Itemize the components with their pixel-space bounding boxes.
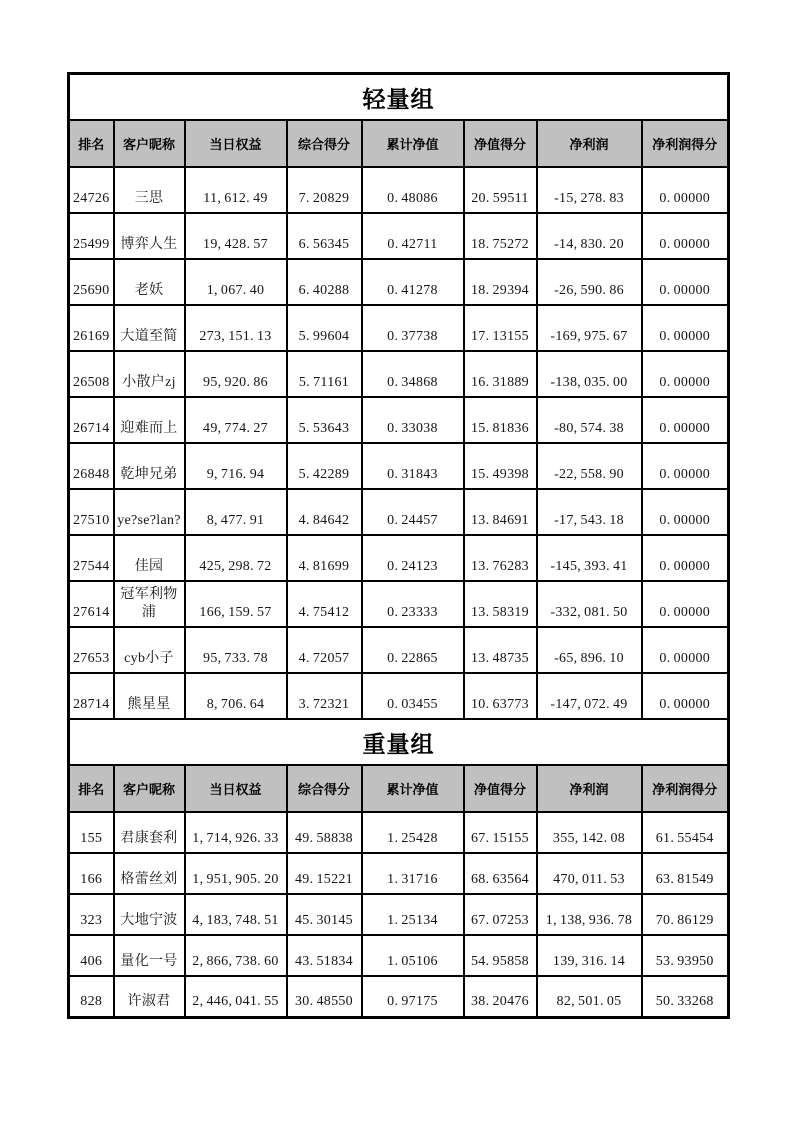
cell-net-profit: -17, 543. 18 [537,489,642,535]
cell-net-profit-score: 0. 00000 [642,259,729,305]
table-row [69,397,729,443]
cell-cumulative-nav: 0. 31843 [362,443,464,489]
cell-cumulative-nav: 0. 23333 [362,581,464,627]
cell-net-profit-score: 0. 00000 [642,443,729,489]
table-row [69,167,729,213]
cell-nav-score: 54. 95858 [464,935,537,976]
cell-nickname: 君康套利 [114,812,185,853]
cell-net-profit-score: 0. 00000 [642,581,729,627]
group-title-row [69,74,729,121]
cell-composite-score: 49. 58838 [287,812,362,853]
column-header-daily-equity: 当日权益 [185,120,287,167]
cell-daily-equity: 9, 716. 94 [185,443,287,489]
cell-nickname: 三思 [114,167,185,213]
cell-cumulative-nav: 1. 05106 [362,935,464,976]
group-title-lightweight: 轻量组 [69,74,729,121]
column-header-nickname: 客户昵称 [114,765,185,812]
cell-rank: 25499 [69,213,114,259]
cell-net-profit: -332, 081. 50 [537,581,642,627]
cell-daily-equity: 1, 067. 40 [185,259,287,305]
cell-nav-score: 18. 75272 [464,213,537,259]
cell-net-profit-score: 0. 00000 [642,535,729,581]
header-row [69,120,729,167]
cell-nav-score: 10. 63773 [464,673,537,719]
cell-cumulative-nav: 1. 25428 [362,812,464,853]
table-row [69,812,729,853]
cell-daily-equity: 2, 866, 738. 60 [185,935,287,976]
cell-rank: 26508 [69,351,114,397]
cell-nav-score: 13. 58319 [464,581,537,627]
cell-rank: 27544 [69,535,114,581]
column-header-rank: 排名 [69,765,114,812]
cell-nickname: 量化一号 [114,935,185,976]
cell-nav-score: 20. 59511 [464,167,537,213]
cell-daily-equity: 11, 612. 49 [185,167,287,213]
cell-composite-score: 4. 75412 [287,581,362,627]
cell-composite-score: 49. 15221 [287,853,362,894]
cell-net-profit: -80, 574. 38 [537,397,642,443]
cell-rank: 28714 [69,673,114,719]
cell-nav-score: 68. 63564 [464,853,537,894]
cell-net-profit-score: 0. 00000 [642,305,729,351]
cell-composite-score: 45. 30145 [287,894,362,935]
cell-daily-equity: 49, 774. 27 [185,397,287,443]
cell-cumulative-nav: 0. 24123 [362,535,464,581]
cell-nickname: 大地宁波 [114,894,185,935]
cell-daily-equity: 273, 151. 13 [185,305,287,351]
cell-net-profit: 470, 011. 53 [537,853,642,894]
cell-net-profit-score: 0. 00000 [642,213,729,259]
column-header-net-profit-score: 净利润得分 [642,765,729,812]
cell-composite-score: 5. 99604 [287,305,362,351]
cell-daily-equity: 8, 706. 64 [185,673,287,719]
column-header-daily-equity: 当日权益 [185,765,287,812]
cell-net-profit: -138, 035. 00 [537,351,642,397]
cell-net-profit-score: 0. 00000 [642,489,729,535]
cell-nickname: 佳园 [114,535,185,581]
cell-rank: 323 [69,894,114,935]
cell-net-profit: -26, 590. 86 [537,259,642,305]
cell-composite-score: 5. 71161 [287,351,362,397]
cell-net-profit: -145, 393. 41 [537,535,642,581]
cell-net-profit-score: 61. 55454 [642,812,729,853]
cell-rank: 828 [69,976,114,1017]
cell-net-profit: -22, 558. 90 [537,443,642,489]
column-header-nickname: 客户昵称 [114,120,185,167]
cell-nickname: 熊星星 [114,673,185,719]
cell-nickname: cyb小子 [114,627,185,673]
table-row [69,627,729,673]
cell-composite-score: 5. 53643 [287,397,362,443]
cell-cumulative-nav: 1. 31716 [362,853,464,894]
cell-nickname: 大道至简 [114,305,185,351]
cell-daily-equity: 95, 733. 78 [185,627,287,673]
table-row [69,535,729,581]
cell-composite-score: 30. 48550 [287,976,362,1017]
cell-nav-score: 67. 15155 [464,812,537,853]
cell-nav-score: 16. 31889 [464,351,537,397]
table-row [69,976,729,1017]
cell-cumulative-nav: 1. 25134 [362,894,464,935]
cell-net-profit: -65, 896. 10 [537,627,642,673]
cell-nickname: 乾坤兄弟 [114,443,185,489]
table-row [69,935,729,976]
column-header-net-profit: 净利润 [537,120,642,167]
group-heavyweight [69,719,729,1017]
cell-net-profit-score: 0. 00000 [642,397,729,443]
cell-cumulative-nav: 0. 34868 [362,351,464,397]
table-row [69,259,729,305]
cell-rank: 406 [69,935,114,976]
cell-net-profit-score: 63. 81549 [642,853,729,894]
column-header-cumulative-nav: 累计净值 [362,120,464,167]
cell-nav-score: 67. 07253 [464,894,537,935]
column-header-composite-score: 综合得分 [287,765,362,812]
cell-cumulative-nav: 0. 03455 [362,673,464,719]
cell-nickname: 迎难而上 [114,397,185,443]
column-header-net-profit: 净利润 [537,765,642,812]
cell-daily-equity: 95, 920. 86 [185,351,287,397]
cell-net-profit: 355, 142. 08 [537,812,642,853]
cell-composite-score: 6. 56345 [287,213,362,259]
cell-daily-equity: 4, 183, 748. 51 [185,894,287,935]
cell-nav-score: 17. 13155 [464,305,537,351]
cell-net-profit: 1, 138, 936. 78 [537,894,642,935]
cell-net-profit: -169, 975. 67 [537,305,642,351]
table-row [69,213,729,259]
cell-rank: 27510 [69,489,114,535]
cell-cumulative-nav: 0. 41278 [362,259,464,305]
column-header-composite-score: 综合得分 [287,120,362,167]
cell-composite-score: 4. 84642 [287,489,362,535]
cell-composite-score: 6. 40288 [287,259,362,305]
cell-rank: 24726 [69,167,114,213]
cell-nav-score: 13. 76283 [464,535,537,581]
ranking-table [67,72,730,1019]
column-header-cumulative-nav: 累计净值 [362,765,464,812]
cell-net-profit-score: 50. 33268 [642,976,729,1017]
cell-rank: 26714 [69,397,114,443]
cell-cumulative-nav: 0. 42711 [362,213,464,259]
cell-rank: 27614 [69,581,114,627]
cell-composite-score: 5. 42289 [287,443,362,489]
group-title-row [69,719,729,765]
cell-net-profit: -15, 278. 83 [537,167,642,213]
cell-net-profit-score: 53. 93950 [642,935,729,976]
cell-rank: 26169 [69,305,114,351]
cell-nickname: 博弈人生 [114,213,185,259]
cell-nickname: 小散户zj [114,351,185,397]
table-row [69,581,729,627]
cell-cumulative-nav: 0. 22865 [362,627,464,673]
cell-cumulative-nav: 0. 33038 [362,397,464,443]
cell-daily-equity: 1, 951, 905. 20 [185,853,287,894]
cell-nickname: 格蕾丝刘 [114,853,185,894]
cell-net-profit-score: 70. 86129 [642,894,729,935]
cell-nickname: 老妖 [114,259,185,305]
cell-nickname: ye?se?lan? [114,489,185,535]
table-row [69,351,729,397]
cell-nav-score: 13. 84691 [464,489,537,535]
cell-net-profit-score: 0. 00000 [642,167,729,213]
header-row [69,765,729,812]
group-lightweight [69,74,729,720]
cell-daily-equity: 8, 477. 91 [185,489,287,535]
cell-net-profit-score: 0. 00000 [642,351,729,397]
cell-cumulative-nav: 0. 24457 [362,489,464,535]
cell-daily-equity: 1, 714, 926. 33 [185,812,287,853]
table-row [69,489,729,535]
table-row [69,894,729,935]
cell-composite-score: 7. 20829 [287,167,362,213]
cell-nav-score: 18. 29394 [464,259,537,305]
cell-cumulative-nav: 0. 37738 [362,305,464,351]
cell-rank: 27653 [69,627,114,673]
cell-daily-equity: 2, 446, 041. 55 [185,976,287,1017]
cell-nickname: 许淑君 [114,976,185,1017]
cell-nickname: 冠军利物浦 [114,581,185,627]
cell-rank: 25690 [69,259,114,305]
cell-composite-score: 3. 72321 [287,673,362,719]
cell-cumulative-nav: 0. 48086 [362,167,464,213]
cell-nav-score: 38. 20476 [464,976,537,1017]
cell-daily-equity: 425, 298. 72 [185,535,287,581]
column-header-nav-score: 净值得分 [464,765,537,812]
cell-composite-score: 4. 81699 [287,535,362,581]
cell-daily-equity: 19, 428. 57 [185,213,287,259]
cell-composite-score: 4. 72057 [287,627,362,673]
cell-net-profit: -14, 830. 20 [537,213,642,259]
group-title-heavyweight: 重量组 [69,719,729,765]
cell-rank: 26848 [69,443,114,489]
cell-rank: 166 [69,853,114,894]
table-row [69,443,729,489]
table-row [69,305,729,351]
column-header-nav-score: 净值得分 [464,120,537,167]
column-header-net-profit-score: 净利润得分 [642,120,729,167]
cell-nav-score: 15. 81836 [464,397,537,443]
column-header-rank: 排名 [69,120,114,167]
cell-nav-score: 15. 49398 [464,443,537,489]
table-row [69,853,729,894]
cell-net-profit: 139, 316. 14 [537,935,642,976]
cell-composite-score: 43. 51834 [287,935,362,976]
cell-net-profit-score: 0. 00000 [642,627,729,673]
cell-net-profit: -147, 072. 49 [537,673,642,719]
cell-net-profit-score: 0. 00000 [642,673,729,719]
cell-nav-score: 13. 48735 [464,627,537,673]
cell-net-profit: 82, 501. 05 [537,976,642,1017]
cell-rank: 155 [69,812,114,853]
table-row [69,673,729,719]
cell-daily-equity: 166, 159. 57 [185,581,287,627]
cell-cumulative-nav: 0. 97175 [362,976,464,1017]
